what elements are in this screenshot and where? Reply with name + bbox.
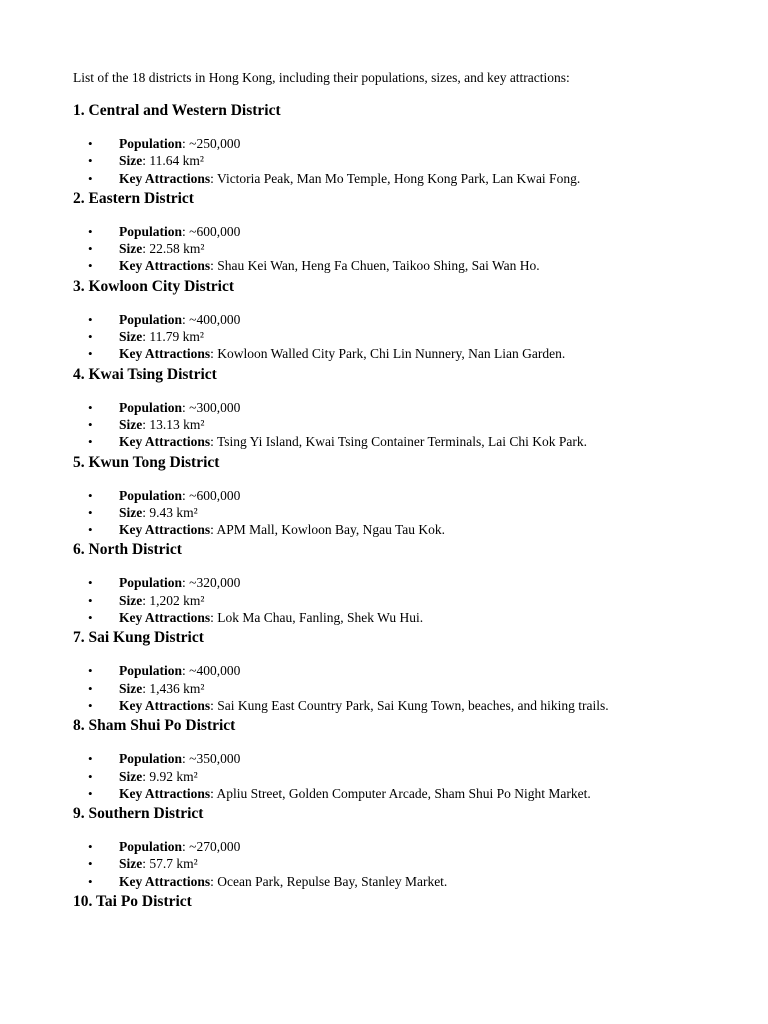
attractions-item bbox=[73, 170, 733, 187]
bullet-icon: • bbox=[88, 223, 93, 239]
size-value: 11.64 km² bbox=[149, 153, 204, 169]
bullet-icon: • bbox=[88, 592, 93, 608]
district-section bbox=[73, 277, 733, 363]
district-heading: 8. Sham Shui Po District bbox=[73, 717, 236, 735]
district-section bbox=[73, 365, 733, 451]
attractions-label: Key Attractions bbox=[119, 785, 211, 801]
attractions-item bbox=[73, 345, 733, 362]
district-heading: 5. Kwun Tong District bbox=[73, 453, 220, 471]
label-separator: : bbox=[142, 153, 150, 169]
bullet-icon: • bbox=[88, 610, 93, 626]
attractions-value: Kowloon Walled City Park, Chi Lin Nunnery, Nan Lian Garden. bbox=[217, 346, 566, 362]
bullet-icon: • bbox=[88, 241, 93, 257]
bullet-icon: • bbox=[88, 785, 93, 801]
population-value: ~270,000 bbox=[189, 839, 241, 855]
attractions-label: Key Attractions bbox=[119, 873, 211, 889]
district-heading: 6. North District bbox=[73, 541, 182, 559]
label-separator: : bbox=[210, 697, 218, 713]
bullet-icon: • bbox=[88, 697, 93, 713]
district-heading: 3. Kowloon City District bbox=[73, 277, 235, 295]
district-list bbox=[73, 101, 733, 912]
population-label: Population bbox=[119, 136, 183, 151]
label-separator: : bbox=[182, 663, 190, 679]
label-separator: : bbox=[210, 346, 218, 362]
district-facts bbox=[73, 487, 733, 539]
label-separator: : bbox=[142, 856, 150, 872]
size-label: Size bbox=[119, 504, 143, 520]
district-heading: 1. Central and Western District bbox=[73, 102, 281, 119]
district-facts bbox=[73, 311, 733, 363]
label-separator: : bbox=[210, 522, 217, 538]
district-facts bbox=[73, 838, 733, 890]
size-item bbox=[73, 152, 733, 169]
district-heading: 10. Tai Po District bbox=[73, 893, 192, 911]
bullet-icon: • bbox=[88, 399, 93, 415]
label-separator: : bbox=[210, 610, 218, 626]
label-separator: : bbox=[182, 575, 190, 591]
label-separator: : bbox=[142, 680, 150, 696]
size-item bbox=[73, 416, 733, 433]
label-separator: : bbox=[182, 311, 190, 327]
size-label: Size bbox=[119, 241, 143, 257]
size-label: Size bbox=[119, 768, 143, 784]
label-separator: : bbox=[142, 416, 150, 432]
size-value: 9.43 km² bbox=[149, 504, 198, 520]
population-value: ~320,000 bbox=[189, 575, 241, 591]
label-separator: : bbox=[182, 487, 190, 503]
attractions-label: Key Attractions bbox=[119, 346, 211, 362]
bullet-icon: • bbox=[88, 487, 93, 503]
population-item bbox=[73, 399, 733, 416]
attractions-item bbox=[73, 257, 733, 274]
size-label: Size bbox=[119, 856, 143, 872]
bullet-icon: • bbox=[88, 329, 93, 345]
size-value: 1,436 km² bbox=[149, 680, 205, 696]
attractions-label: Key Attractions bbox=[119, 258, 211, 274]
attractions-value: Apliu Street, Golden Computer Arcade, Sham Shui Po Night Market. bbox=[216, 785, 591, 801]
district-heading: 2. Eastern District bbox=[73, 189, 194, 207]
attractions-value: Ocean Park, Repulse Bay, Stanley Market. bbox=[217, 873, 448, 889]
bullet-icon: • bbox=[88, 680, 93, 696]
district-heading: 9. Southern District bbox=[73, 805, 204, 823]
population-value: ~300,000 bbox=[189, 399, 241, 415]
population-label: Population bbox=[119, 751, 183, 767]
bullet-icon: • bbox=[88, 258, 93, 274]
district-section bbox=[73, 804, 733, 890]
label-separator: : bbox=[210, 873, 218, 889]
size-value: 11.79 km² bbox=[149, 329, 204, 345]
population-label: Population bbox=[119, 399, 183, 415]
size-item bbox=[73, 328, 733, 345]
attractions-value: Lok Ma Chau, Fanling, Shek Wu Hui. bbox=[217, 610, 424, 626]
attractions-label: Key Attractions bbox=[119, 522, 211, 538]
district-facts bbox=[73, 662, 733, 714]
label-separator: : bbox=[182, 223, 190, 239]
attractions-item bbox=[73, 785, 733, 802]
bullet-icon: • bbox=[88, 575, 93, 591]
population-item bbox=[73, 223, 733, 240]
size-value: 1,202 km² bbox=[149, 592, 205, 608]
population-item bbox=[73, 135, 733, 152]
attractions-label: Key Attractions bbox=[119, 697, 211, 713]
bullet-icon: • bbox=[88, 346, 93, 362]
size-label: Size bbox=[119, 416, 143, 432]
intro-text: List of the 18 districts in Hong Kong, including their populations, sizes, and key attractions: bbox=[73, 70, 570, 85]
bullet-icon: • bbox=[88, 522, 93, 538]
district-section bbox=[73, 453, 733, 539]
bullet-icon: • bbox=[88, 663, 93, 679]
label-separator: : bbox=[142, 592, 150, 608]
population-value: ~400,000 bbox=[189, 311, 241, 327]
district-section bbox=[73, 101, 733, 187]
bullet-icon: • bbox=[88, 434, 93, 450]
bullet-icon: • bbox=[88, 768, 93, 784]
population-value: ~600,000 bbox=[189, 487, 241, 503]
population-item bbox=[73, 311, 733, 328]
population-item bbox=[73, 750, 733, 767]
population-value: ~250,000 bbox=[189, 136, 241, 151]
label-separator: : bbox=[142, 504, 150, 520]
bullet-icon: • bbox=[88, 504, 93, 520]
size-item bbox=[73, 504, 733, 521]
label-separator: : bbox=[182, 751, 190, 767]
size-item bbox=[73, 768, 733, 785]
attractions-value: Sai Kung East Country Park, Sai Kung Town, beaches, and hiking trails. bbox=[217, 697, 609, 713]
district-heading: 4. Kwai Tsing District bbox=[73, 365, 217, 383]
size-label: Size bbox=[119, 592, 143, 608]
size-value: 9.92 km² bbox=[149, 768, 198, 784]
bullet-icon: • bbox=[88, 311, 93, 327]
population-value: ~600,000 bbox=[189, 223, 241, 239]
district-section bbox=[73, 716, 733, 802]
label-separator: : bbox=[142, 329, 150, 345]
attractions-value: APM Mall, Kowloon Bay, Ngau Tau Kok. bbox=[216, 522, 446, 538]
label-separator: : bbox=[210, 434, 217, 450]
district-facts bbox=[73, 399, 733, 451]
attractions-item bbox=[73, 521, 733, 538]
attractions-label: Key Attractions bbox=[119, 610, 211, 626]
bullet-icon: • bbox=[88, 856, 93, 872]
population-value: ~400,000 bbox=[189, 663, 241, 679]
size-item bbox=[73, 680, 733, 697]
size-label: Size bbox=[119, 153, 143, 169]
population-item bbox=[73, 662, 733, 679]
attractions-item bbox=[73, 873, 733, 890]
population-item bbox=[73, 574, 733, 591]
population-label: Population bbox=[119, 487, 183, 503]
district-heading: 7. Sai Kung District bbox=[73, 629, 204, 647]
label-separator: : bbox=[182, 839, 190, 855]
size-value: 22.58 km² bbox=[149, 241, 205, 257]
label-separator: : bbox=[142, 241, 150, 257]
label-separator: : bbox=[182, 136, 190, 151]
document-page bbox=[73, 69, 733, 912]
size-value: 57.7 km² bbox=[149, 856, 198, 872]
bullet-icon: • bbox=[88, 153, 93, 169]
bullet-icon: • bbox=[88, 873, 93, 889]
district-facts bbox=[73, 750, 733, 802]
label-separator: : bbox=[210, 170, 217, 186]
size-label: Size bbox=[119, 680, 143, 696]
bullet-icon: • bbox=[88, 136, 93, 151]
label-separator: : bbox=[210, 258, 218, 274]
district-section bbox=[73, 892, 733, 912]
attractions-value: Shau Kei Wan, Heng Fa Chuen, Taikoo Shing, Sai Wan Ho. bbox=[217, 258, 540, 274]
population-value: ~350,000 bbox=[189, 751, 241, 767]
attractions-label: Key Attractions bbox=[119, 170, 211, 186]
population-item bbox=[73, 487, 733, 504]
district-section bbox=[73, 189, 733, 275]
size-item bbox=[73, 240, 733, 257]
attractions-item bbox=[73, 433, 733, 450]
size-item bbox=[73, 592, 733, 609]
label-separator: : bbox=[182, 399, 190, 415]
population-label: Population bbox=[119, 839, 183, 855]
attractions-item bbox=[73, 609, 733, 626]
bullet-icon: • bbox=[88, 751, 93, 767]
attractions-value: Tsing Yi Island, Kwai Tsing Container Terminals, Lai Chi Kok Park. bbox=[217, 434, 588, 450]
attractions-value: Victoria Peak, Man Mo Temple, Hong Kong Park, Lan Kwai Fong. bbox=[217, 170, 581, 186]
label-separator: : bbox=[210, 785, 217, 801]
size-label: Size bbox=[119, 329, 143, 345]
label-separator: : bbox=[142, 768, 150, 784]
district-facts bbox=[73, 135, 733, 187]
district-facts bbox=[73, 574, 733, 626]
population-label: Population bbox=[119, 223, 183, 239]
district-facts bbox=[73, 223, 733, 275]
size-value: 13.13 km² bbox=[149, 416, 205, 432]
bullet-icon: • bbox=[88, 170, 93, 186]
bullet-icon: • bbox=[88, 416, 93, 432]
district-section bbox=[73, 628, 733, 714]
bullet-icon: • bbox=[88, 839, 93, 855]
attractions-item bbox=[73, 697, 733, 714]
population-item bbox=[73, 838, 733, 855]
size-item bbox=[73, 855, 733, 872]
district-section bbox=[73, 540, 733, 626]
population-label: Population bbox=[119, 311, 183, 327]
population-label: Population bbox=[119, 663, 183, 679]
attractions-label: Key Attractions bbox=[119, 434, 211, 450]
population-label: Population bbox=[119, 575, 183, 591]
